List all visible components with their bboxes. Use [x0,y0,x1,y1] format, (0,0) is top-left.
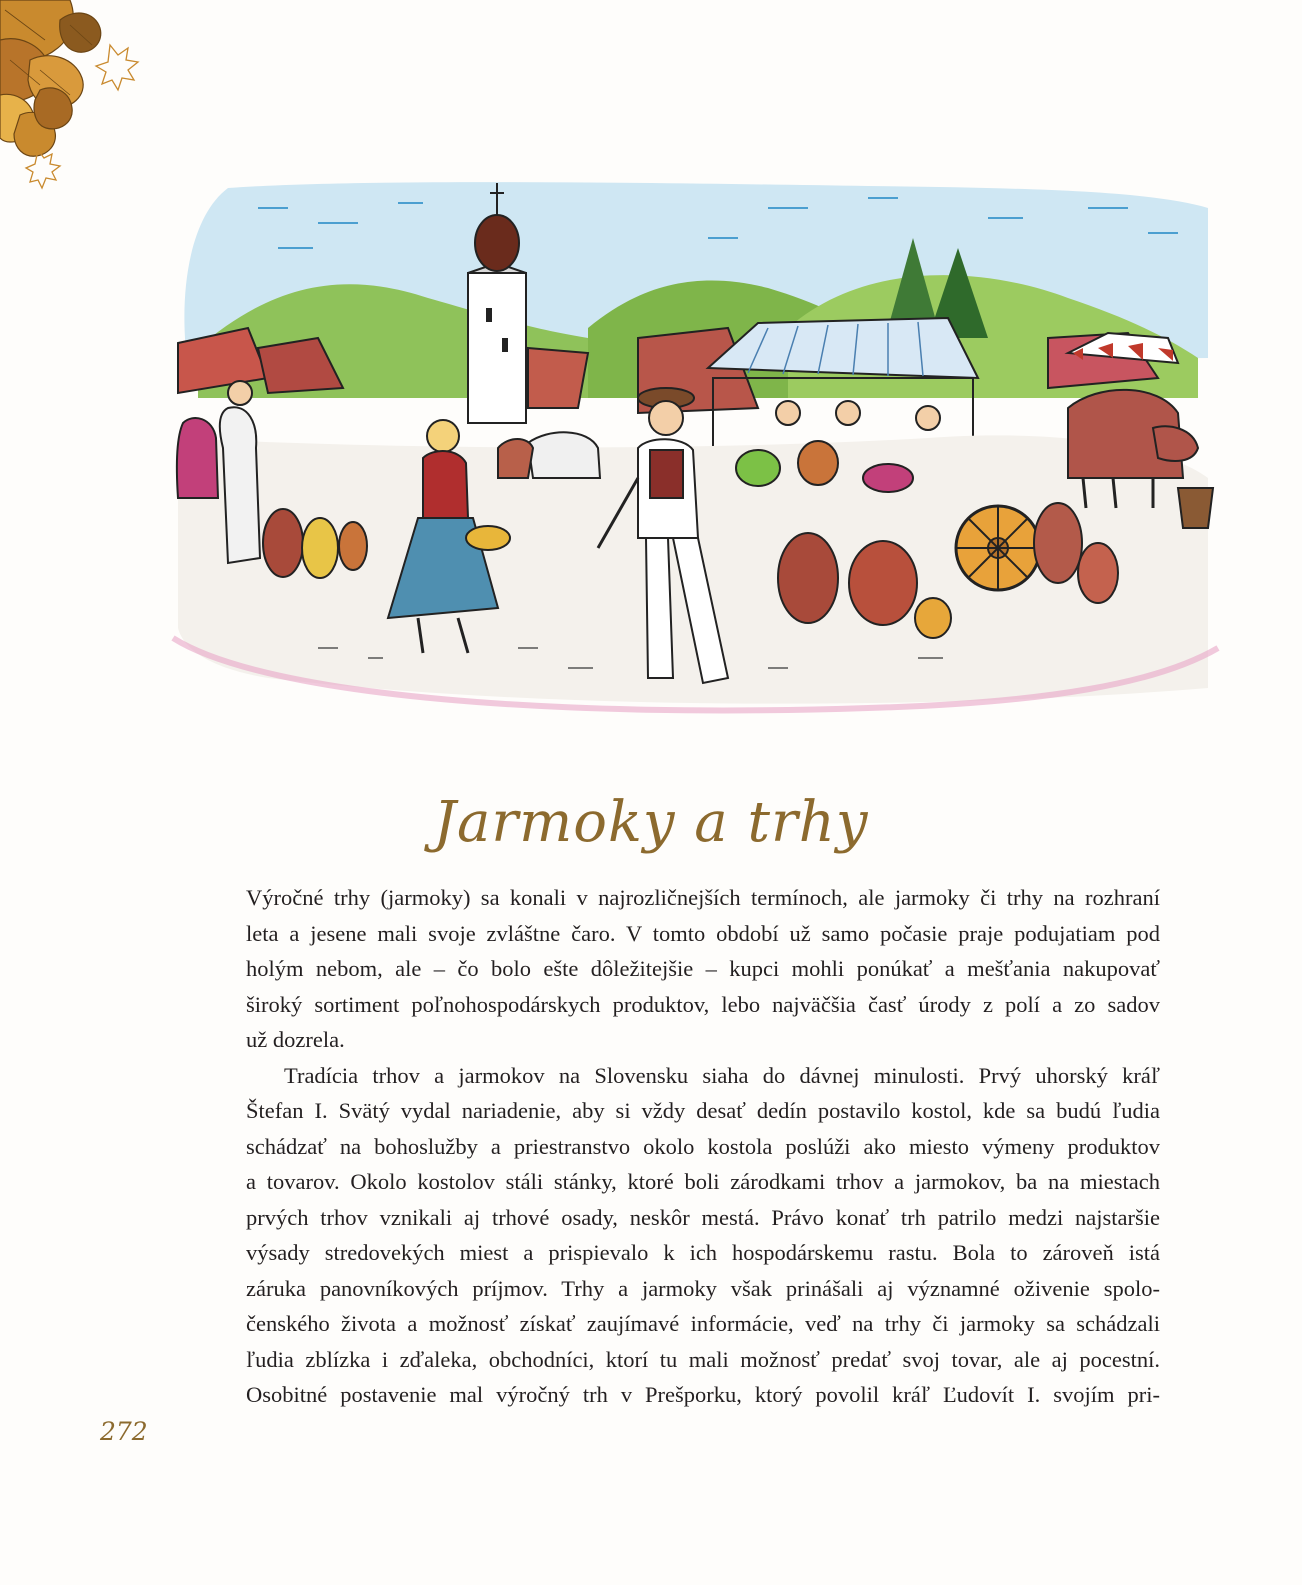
autumn-leaves-icon [0,0,170,215]
text-line: záruka panovníkových príjmov. Trhy a jarmoky však prinášali aj významné oživenie spolo- [246,1275,1160,1301]
text-line: Výročné trhy (jarmoky) sa konali v najrozličnejších termínoch, ale jarmoky či trhy na rozhraní [246,885,1160,910]
page-title: Jarmoky a trhy [433,790,869,855]
text-line: už dozrela. [246,1027,345,1052]
article-body [246,880,1160,1413]
paragraph-1 [246,880,1160,1058]
text-line: a tovarov. Okolo kostolov stáli stánky, ktoré boli zárodkami trhov a jarmokov, ba na miestach [246,1169,1160,1194]
paragraph-2 [246,1058,1160,1413]
market-illustration-icon [168,178,1223,718]
text-line: prvých trhov vznikali aj trhové osady, neskôr mestá. Právo konať trh patrilo medzi najstaršie [246,1204,1160,1230]
text-line: výsady stredovekých miest a prispievalo k ich hospodárskemu rastu. Bola to zároveň istá [246,1240,1160,1265]
text-line: schádzať na bohoslužby a priestranstvo okolo kostola poslúži ako miesto výmeny produktov [246,1133,1160,1159]
text-line: čenského života a možnosť získať zaujímavé informácie, veď na trhy či jarmoky sa schádzali [246,1311,1160,1336]
text-line: leta a jesene mali svoje zvláštne čaro. V tomto období už samo počasie praje podujatiam pod [246,920,1160,946]
text-line: Tradícia trhov a jarmokov na Slovensku siaha do dávnej minulosti. Prvý uhorský kráľ [284,1062,1160,1088]
text-line: široký sortiment poľnohospodárskych produktov, lebo najväčšia časť úrody z polí a zo sadov [246,991,1160,1017]
page-number: 272 [100,1417,148,1446]
text-line: holým nebom, ale – čo bolo ešte dôležitejšie – kupci mohli ponúkať a mešťania nakupovať [246,956,1160,981]
text-line: Štefan I. Svätý vydal nariadenie, aby si vždy desať dedín postavilo kostol, kde sa budú ľudia [246,1098,1160,1123]
text-line: ľudia zblízka i zďaleka, obchodníci, ktorí tu mali možnosť predať svoj tovar, ale aj pocestní. [246,1346,1160,1372]
text-line: Osobitné postavenie mal výročný trh v Prešporku, ktorý povolil kráľ Ľudovít I. svojím pri- [246,1382,1160,1407]
